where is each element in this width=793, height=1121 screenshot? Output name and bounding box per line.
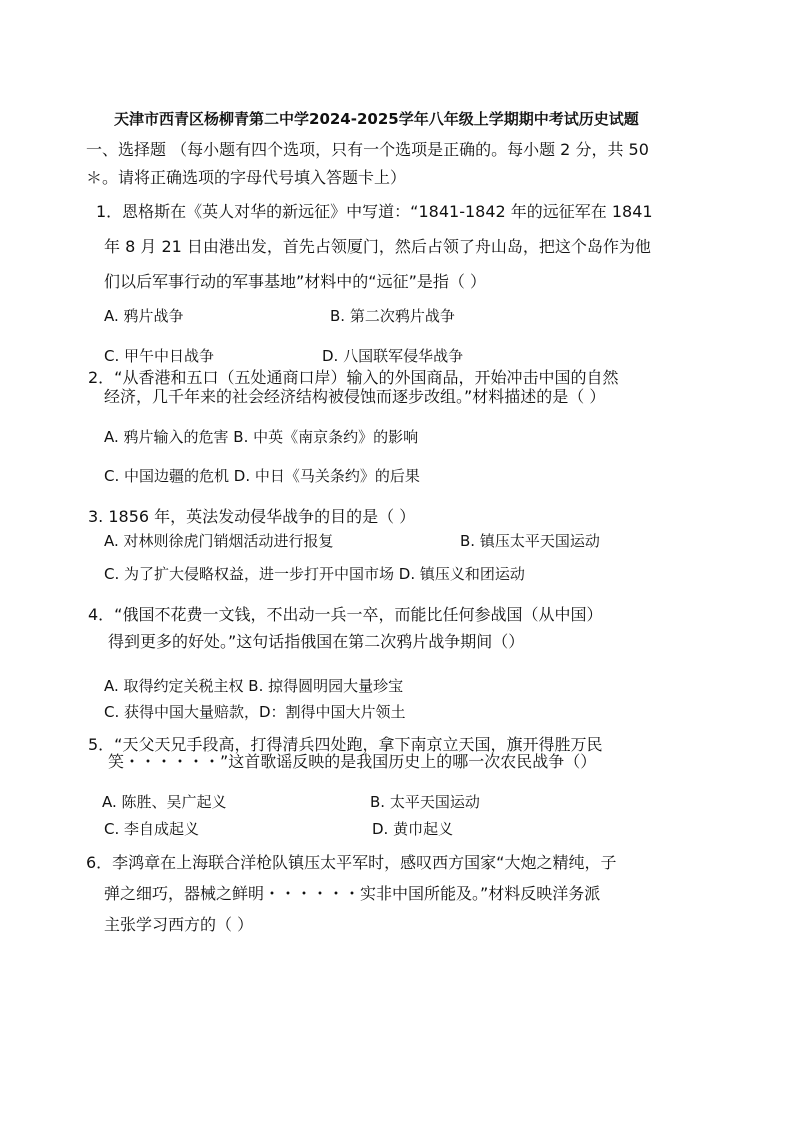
- question-2-options-ab: A. 鸦片输入的危害 B. 中英《南京条约》的影响: [104, 428, 419, 446]
- question-4-line-2: 得到更多的好处。”这句话指俄国在第二次鸦片战争期间（）: [108, 632, 525, 651]
- question-1-line-1: 1．恩格斯在《英人对华的新远征》中写道：“1841-1842 年的远征军在 1841: [96, 202, 653, 221]
- question-1-line-2: 年 8 月 21 日由港出发，首先占领厦门，然后占领了舟山岛，把这个岛作为他: [104, 237, 651, 256]
- question-5-option-c: C. 李自成起义: [104, 820, 200, 838]
- question-1-option-b: B. 第二次鸦片战争: [330, 307, 455, 325]
- question-5-line-2: 笑・・・・・・”这首歌谣反映的是我国历史上的哪一次农民战争（）: [108, 752, 597, 771]
- question-1-line-3: 们以后军事行动的军事基地”材料中的“远征”是指（ ）: [104, 272, 486, 291]
- exam-title: 天津市西青区杨柳青第二中学2024-2025学年八年级上学期期中考试历史试题: [114, 110, 639, 128]
- question-3-option-a: A. 对林则徐虎门销烟活动进行报复: [104, 532, 334, 550]
- question-2-line-2: 经济，几千年来的社会经济结构被侵蚀而逐步改组。”材料描述的是（ ）: [104, 387, 606, 406]
- question-3-option-b: B. 镇压太平天国运动: [460, 532, 600, 550]
- question-4-line-1: 4．“俄国不花费一文钱，不出动一兵一卒，而能比任何参战国（从中国）: [88, 605, 603, 624]
- question-3-line-1: 3. 1856 年，英法发动侵华战争的目的是（ ）: [88, 507, 416, 526]
- question-6-line-2: 弹之细巧，器械之鲜明・・・・・・实非中国所能及。”材料反映洋务派: [104, 884, 601, 903]
- section-heading-line2: ＊。请将正确选项的字母代号填入答题卡上）: [86, 168, 407, 187]
- question-6-line-3: 主张学习西方的（ ）: [104, 915, 254, 934]
- section-heading-line1: 一、选择题 （每小题有四个选项，只有一个选项是正确的。每小题 2 分，共 50: [86, 140, 649, 159]
- question-6-line-1: 6．李鸿章在上海联合洋枪队镇压太平军时，感叹西方国家“大炮之精纯，子: [86, 853, 617, 872]
- question-4-options-ab: A. 取得约定关税主权 B. 掠得圆明园大量珍宝: [104, 677, 404, 695]
- question-1-option-a: A. 鸦片战争: [104, 307, 184, 325]
- question-1-option-d: D. 八国联军侵华战争: [322, 347, 464, 365]
- question-4-options-cd: C. 获得中国大量赔款，D：割得中国大片领土: [104, 703, 406, 721]
- question-3-options-cd: C. 为了扩大侵略权益，进一步打开中国市场 D. 镇压义和团运动: [104, 565, 525, 583]
- question-5-option-a: A. 陈胜、吴广起义: [102, 793, 227, 811]
- question-2-line-1: 2．“从香港和五口（五处通商口岸）输入的外国商品，开始冲击中国的自然: [88, 368, 619, 387]
- question-2-options-cd: C. 中国边疆的危机 D. 中日《马关条约》的后果: [104, 467, 420, 485]
- question-5-line-1: 5．“天父天兄手段高，打得清兵四处跑，拿下南京立天国，旗开得胜万民: [88, 735, 603, 754]
- question-1-option-c: C. 甲午中日战争: [104, 347, 215, 365]
- question-5-option-b: B. 太平天国运动: [370, 793, 480, 811]
- question-5-option-d: D. 黄巾起义: [372, 820, 454, 838]
